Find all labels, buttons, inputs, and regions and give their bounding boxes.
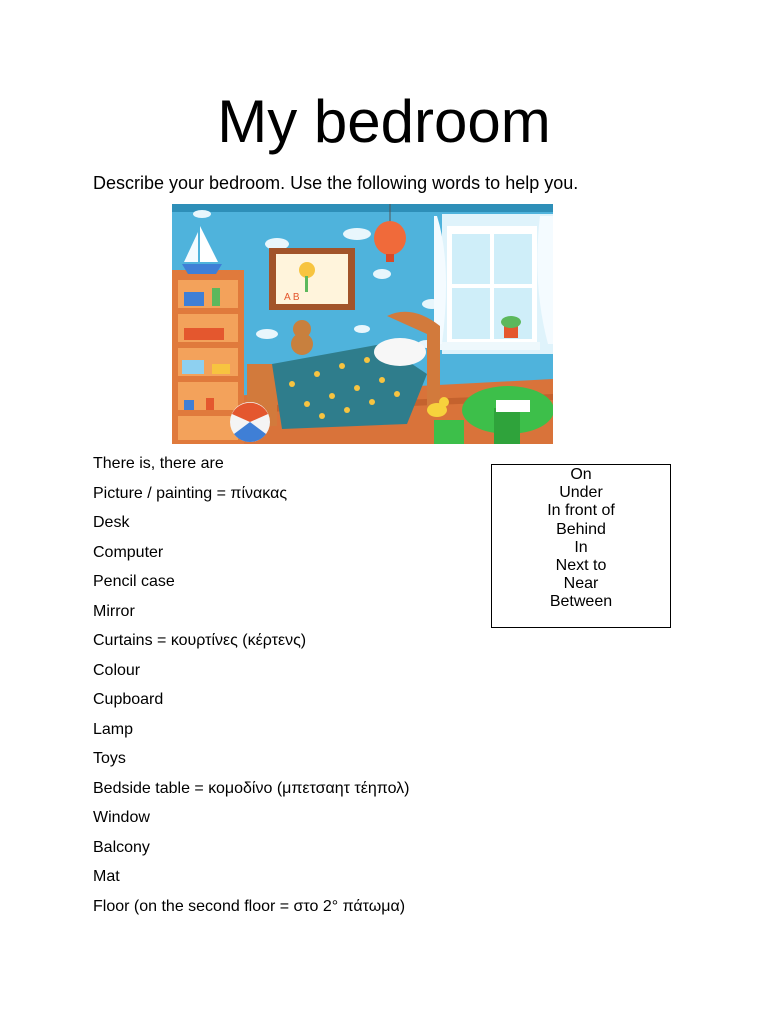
vocabulary-item: Computer	[93, 543, 164, 561]
vocabulary-item: There is, there are	[93, 455, 224, 472]
preposition-item: Near	[563, 575, 599, 593]
vocabulary-item: Bedside table = κομοδίνο (μπετσαητ τέηπολ)	[93, 779, 410, 797]
vocabulary-item: Lamp	[93, 720, 134, 738]
vocabulary-item: Mat	[93, 868, 120, 885]
preposition-item: Between	[549, 593, 613, 611]
vocabulary-item: Window	[93, 809, 150, 826]
page-title: My bedroom	[217, 88, 551, 155]
picture-frame-letters: A B	[284, 292, 300, 303]
prepositions-list	[492, 465, 670, 612]
prepositions-box	[491, 464, 671, 628]
preposition-item: On	[570, 466, 592, 483]
instruction-text: Describe your bedroom. Use the following words to help you.	[93, 173, 579, 193]
bedroom-illustration	[172, 204, 553, 444]
vocabulary-item: Toys	[93, 750, 126, 767]
vocabulary-list	[93, 454, 410, 926]
preposition-item: Behind	[556, 520, 606, 538]
vocabulary-item: Floor (on the second floor = στο 2° πάτωμα)	[93, 897, 406, 915]
picture-frame	[269, 248, 355, 310]
chair	[434, 420, 464, 444]
preposition-item: In front of	[547, 502, 615, 520]
preposition-item: Under	[559, 484, 603, 502]
ball	[230, 402, 270, 442]
preposition-item: In	[574, 538, 588, 556]
vocabulary-item: Picture / painting = πίνακας	[93, 484, 288, 502]
vocabulary-item: Mirror	[93, 602, 135, 620]
vocabulary-item: Cupboard	[93, 691, 164, 708]
vocabulary-item: Pencil case	[93, 573, 175, 590]
vocabulary-item: Curtains = κουρτίνες (κέρτενς)	[93, 632, 307, 649]
vocabulary-item: Desk	[93, 514, 130, 531]
vocabulary-item: Colour	[93, 661, 141, 679]
vocabulary-item: Balcony	[93, 838, 150, 856]
window	[434, 214, 553, 354]
preposition-item: Next to	[555, 557, 607, 575]
